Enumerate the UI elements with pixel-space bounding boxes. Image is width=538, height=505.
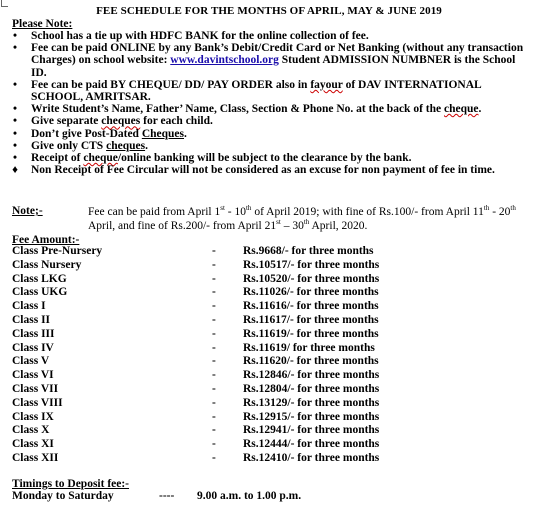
row-dash: - xyxy=(212,396,216,409)
fee-amount: Rs.12804/- for three months xyxy=(243,382,380,395)
bullet-icon: • xyxy=(12,152,18,165)
note-item-online-payment: • Fee can be paid ONLINE by any Bank’s Debit/Credit Card or Net Banking (without any transaction Charges) on school website: www.davintschool.org Student ADMISSION NUMBNER is the School ID. xyxy=(6,42,531,79)
bullet-icon: • xyxy=(12,103,18,116)
class-name: Class X xyxy=(12,424,50,437)
fine-note-label: Note;- xyxy=(12,205,43,217)
fee-amount-heading: Fee Amount:- xyxy=(12,234,80,246)
note-item-write-details: • Write Student’s Name, Father’ Name, Class, Section & Phone No. at the back of the cheque. xyxy=(6,103,531,115)
row-dash: - xyxy=(212,451,216,464)
fine-note-text: Fee can be paid from April 1st - 10th of April 2019; with fine of Rs.100/- from April 11th - 20th April, and fine of Rs.200/- from April 21st – 30th April, 2020. xyxy=(88,204,516,232)
class-name: Class II xyxy=(12,313,51,326)
row-dash: - xyxy=(212,327,216,340)
note-item-separate-cheques: • Give separate cheques for each child. xyxy=(6,115,531,127)
notes-list xyxy=(6,30,531,176)
school-website-link[interactable]: www.davintschool.org xyxy=(170,54,279,67)
bullet-icon: • xyxy=(12,30,18,42)
class-name: Class VIII xyxy=(12,396,63,409)
class-name: Class IX xyxy=(12,410,54,423)
fee-amount: Rs.11619/- for three months xyxy=(243,327,379,340)
row-dash: - xyxy=(212,300,216,313)
class-name: Class UKG xyxy=(12,286,68,299)
row-dash: - xyxy=(212,341,216,354)
fee-amount: Rs.11620/- for three months xyxy=(243,355,379,368)
note-item-clearance: • Receipt of cheque/online banking will be subject to the clearance by the bank. xyxy=(6,152,531,164)
fee-amount: Rs.11619/ for three months xyxy=(243,341,375,354)
bullet-icon: • xyxy=(12,115,18,128)
note-item-cheque-dd: • Fee can be paid BY CHEQUE/ DD/ PAY ORDER also in fayour of DAV INTERNATIONAL SCHOOL, AMRITSAR. xyxy=(6,79,531,103)
row-dash: - xyxy=(212,286,216,299)
row-dash: - xyxy=(212,369,216,382)
please-note-heading: Please Note: xyxy=(12,18,73,30)
diamond-bullet-icon: ♦ xyxy=(12,164,18,177)
fee-amount: Rs.12444/- for three months xyxy=(243,438,380,451)
bullet-icon: • xyxy=(12,139,18,152)
fee-amount: Rs.12410/- for three months xyxy=(243,451,380,464)
fee-amount: Rs.11617/- for three months xyxy=(243,313,379,326)
class-name: Class XI xyxy=(12,438,54,451)
timings-hours: 9.00 a.m. to 1.00 p.m. xyxy=(197,490,302,502)
timings-days: Monday to Saturday xyxy=(12,490,114,502)
row-dash: - xyxy=(212,258,216,271)
timings-heading: Timings to Deposit fee:- xyxy=(12,478,130,490)
note-item-cts: • Give only CTS cheques. xyxy=(6,140,531,152)
class-name: Class XII xyxy=(12,451,59,464)
row-dash: - xyxy=(212,424,216,437)
class-name: Class VI xyxy=(12,369,54,382)
class-name: Class IV xyxy=(12,341,54,354)
fee-amount: Rs.12915/- for three months xyxy=(243,410,380,423)
fee-amount: Rs.11026/- for three months xyxy=(243,286,379,299)
row-dash: - xyxy=(212,382,216,395)
timings-dash: ---- xyxy=(159,490,175,502)
fee-amount: Rs.9668/- for three months xyxy=(243,245,374,257)
bullet-icon: • xyxy=(12,78,18,91)
row-dash: - xyxy=(212,272,216,285)
fee-amount: Rs.10520/- for three months xyxy=(243,272,380,285)
document-title: FEE SCHEDULE FOR THE MONTHS OF APRIL, MAY & JUNE 2019 xyxy=(96,5,442,17)
row-dash: - xyxy=(212,438,216,451)
class-name: Class III xyxy=(12,327,55,340)
note-item-circular: ♦ Non Receipt of Fee Circular will not be considered as an excuse for non payment of fee in time. xyxy=(6,164,531,176)
bullet-icon: • xyxy=(12,42,18,55)
class-name: Class VII xyxy=(12,382,59,395)
fee-amount: Rs.12846/- for three months xyxy=(243,369,380,382)
class-name: Class I xyxy=(12,300,46,313)
fee-amount: Rs.12941/- for three months xyxy=(243,424,380,437)
bullet-icon: • xyxy=(12,127,18,140)
note-item-post-dated: • Don’t give Post-Dated Cheques. xyxy=(6,128,531,140)
fee-amount: Rs.13129/- for three months xyxy=(243,396,380,409)
row-dash: - xyxy=(212,245,216,257)
note-item-hdfc: • School has a tie up with HDFC BANK for the online collection of fee. xyxy=(6,30,531,42)
fee-amount: Rs.11616/- for three months xyxy=(243,300,379,313)
fee-amount: Rs.10517/- for three months xyxy=(243,258,380,271)
row-dash: - xyxy=(212,355,216,368)
row-dash: - xyxy=(212,313,216,326)
class-name: Class V xyxy=(12,355,50,368)
class-name: Class Nursery xyxy=(12,258,82,271)
class-name: Class Pre-Nursery xyxy=(12,245,103,257)
row-dash: - xyxy=(212,410,216,423)
class-name: Class LKG xyxy=(12,272,67,285)
